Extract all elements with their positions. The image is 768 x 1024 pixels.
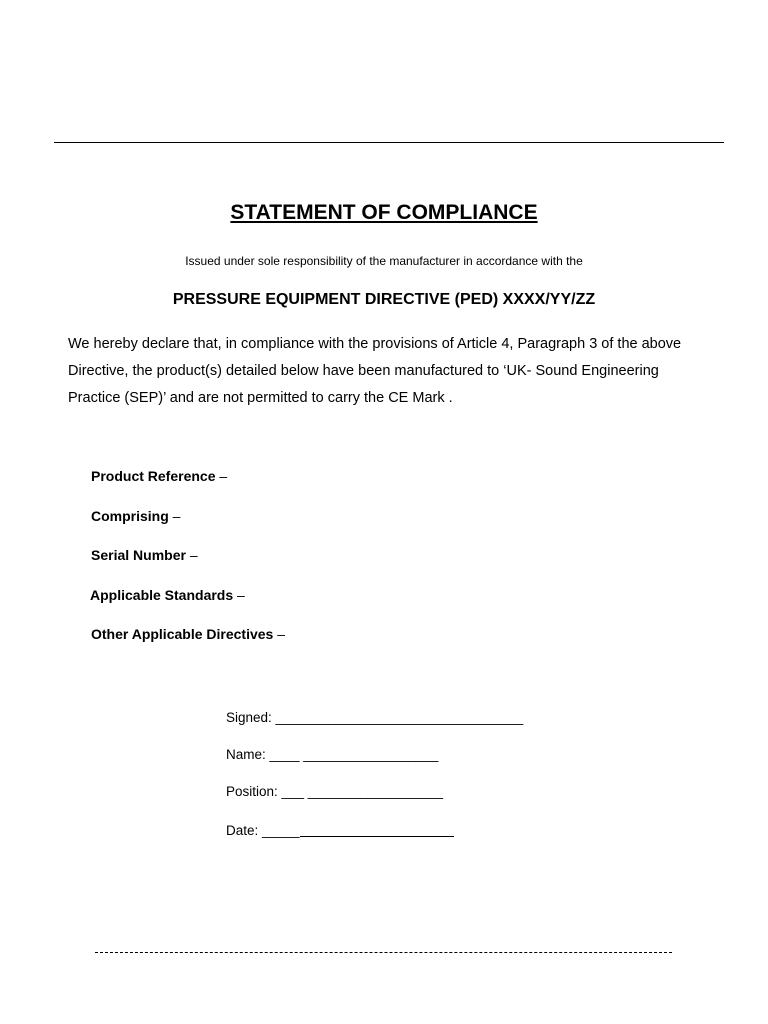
field-dash: –: [168, 508, 181, 524]
position-line: Position: ___ __________________: [226, 784, 443, 799]
field-label: Serial Number: [91, 547, 186, 563]
field-label: Product Reference: [91, 468, 216, 484]
document-title: STATEMENT OF COMPLIANCE: [230, 201, 538, 224]
date-label: Date: _____: [226, 823, 300, 838]
field-applicable-standards: [90, 587, 245, 603]
field-comprising: [91, 508, 180, 524]
name-line: Name: ____ __________________: [226, 747, 439, 762]
field-dash: –: [273, 626, 286, 642]
field-dash: –: [233, 587, 245, 603]
date-underline: [300, 822, 454, 837]
signed-line: Signed: _________________________________: [226, 710, 524, 725]
field-label: Comprising: [91, 508, 169, 524]
issued-statement: Issued under sole responsibility of the manufacturer in accordance with the: [185, 254, 583, 268]
date-line: [226, 822, 454, 838]
field-label: Other Applicable Directives: [91, 626, 274, 642]
field-dash: –: [215, 468, 228, 484]
field-dash: –: [185, 547, 198, 563]
field-label: Applicable Standards: [90, 587, 234, 603]
field-product-reference: [91, 468, 227, 484]
bottom-divider: [95, 952, 672, 953]
declaration-paragraph: We hereby declare that, in compliance with the provisions of Article 4, Paragraph 3 of the above Directive, the product(s) detailed below have been manufactured to ‘UK- Sound Engineering Practice (SEP)’ and are not permitted to carry the CE Mark .: [68, 336, 682, 406]
top-divider: [54, 142, 724, 143]
field-other-directives: [91, 626, 285, 642]
directive-heading: PRESSURE EQUIPMENT DIRECTIVE (PED) XXXX/YY/ZZ: [172, 291, 596, 308]
field-serial-number: [91, 547, 198, 563]
